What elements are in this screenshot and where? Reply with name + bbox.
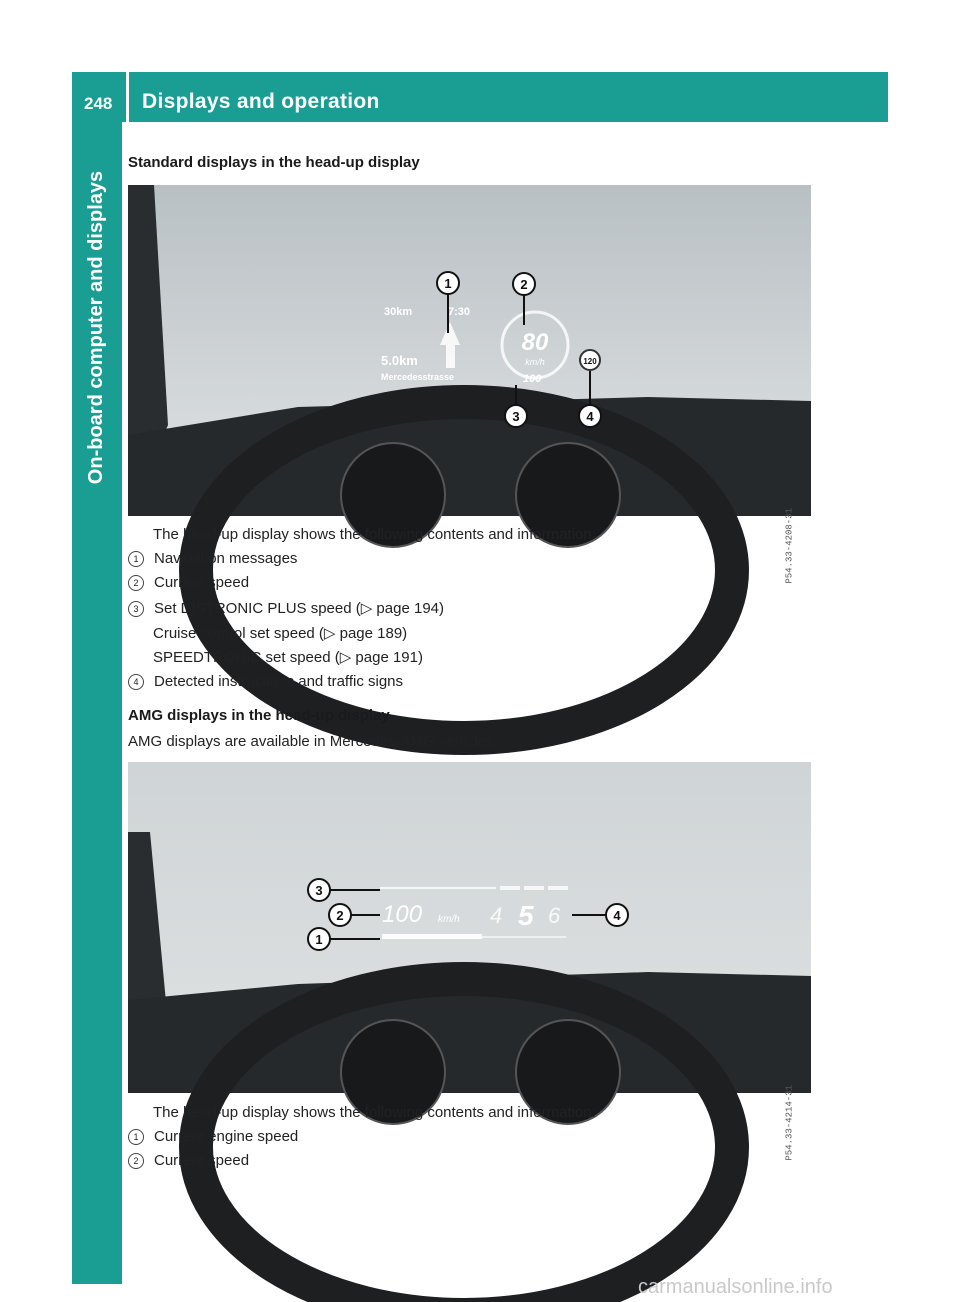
callout-3: 3 — [512, 409, 520, 424]
image-code: P54.33-4208-31 — [785, 508, 795, 584]
item-text: Set DISTRONIC PLUS speed (▷ page 194) — [154, 600, 444, 617]
callout-4: 4 — [586, 409, 594, 424]
amg-gear-current: 5 — [518, 900, 534, 931]
standard-item — [128, 599, 444, 617]
item-text: Detected instructions and traffic signs — [154, 673, 404, 690]
hud-distance-top: 30km — [384, 306, 413, 318]
hud-time: 7:30 — [448, 306, 471, 318]
amg-item — [128, 1128, 298, 1145]
amg-intro: The head-up display shows the following contents and information: — [153, 1104, 596, 1121]
standard-item-continued: Cruise control set speed (▷ page 189) — [153, 625, 408, 642]
hud-street: Mercedesstrasse — [381, 372, 455, 382]
page-number: 248 — [84, 94, 113, 113]
section-title: Displays and operation — [142, 90, 380, 113]
amg-gear-left: 4 — [490, 903, 503, 928]
header-separator — [126, 72, 129, 122]
image-code: P54.33-4214-31 — [785, 1085, 795, 1161]
item-number: 2 — [128, 575, 144, 591]
hud-unit: km/h — [525, 357, 545, 367]
item-text: Current engine speed — [154, 1128, 299, 1145]
item-text: Current speed — [154, 1152, 250, 1169]
item-text: Navigation messages — [154, 550, 298, 567]
standard-hud-illustration — [128, 185, 811, 516]
footer-site: carmanualsonline.info — [638, 1276, 833, 1298]
hud-sign: 120 — [583, 357, 597, 366]
standard-item — [128, 574, 249, 591]
item-number: 3 — [128, 601, 144, 617]
amg-hud-illustration — [128, 762, 811, 1093]
standard-intro: The head-up display shows the following contents and information: — [153, 526, 596, 543]
amg-gear-right: 6 — [548, 903, 561, 928]
amg-hud-speed: 100 — [382, 901, 423, 928]
item-number: 4 — [128, 674, 144, 690]
amg-callout-4: 4 — [613, 908, 621, 923]
standard-item — [128, 673, 403, 690]
hud-distance: 5.0km — [381, 353, 418, 368]
amg-heading: AMG displays in the head-up display — [128, 707, 390, 724]
callout-1: 1 — [444, 276, 452, 291]
amg-callout-1: 1 — [315, 932, 323, 947]
side-tab-label-wrap — [72, 122, 122, 532]
amg-item — [128, 1152, 249, 1169]
item-number: 1 — [128, 551, 144, 567]
item-number: 1 — [128, 1129, 144, 1145]
item-number: 2 — [128, 1153, 144, 1169]
hud-speed: 80 — [521, 329, 549, 356]
standard-item-continued: SPEEDTRONIC set speed (▷ page 191) — [153, 649, 423, 666]
amg-text: AMG displays are available in Mercedes-AMG vehicles. — [128, 733, 498, 750]
amg-callout-2: 2 — [336, 908, 344, 923]
standard-heading: Standard displays in the head-up display — [128, 154, 420, 171]
standard-item — [128, 550, 297, 567]
callout-2: 2 — [520, 277, 528, 292]
hud-set-speed: 100 — [523, 373, 542, 385]
item-text: Current speed — [154, 574, 250, 591]
side-tab-label: On-board computer and displays — [85, 170, 108, 484]
amg-callout-3: 3 — [315, 883, 323, 898]
amg-hud-unit: km/h — [438, 914, 460, 925]
